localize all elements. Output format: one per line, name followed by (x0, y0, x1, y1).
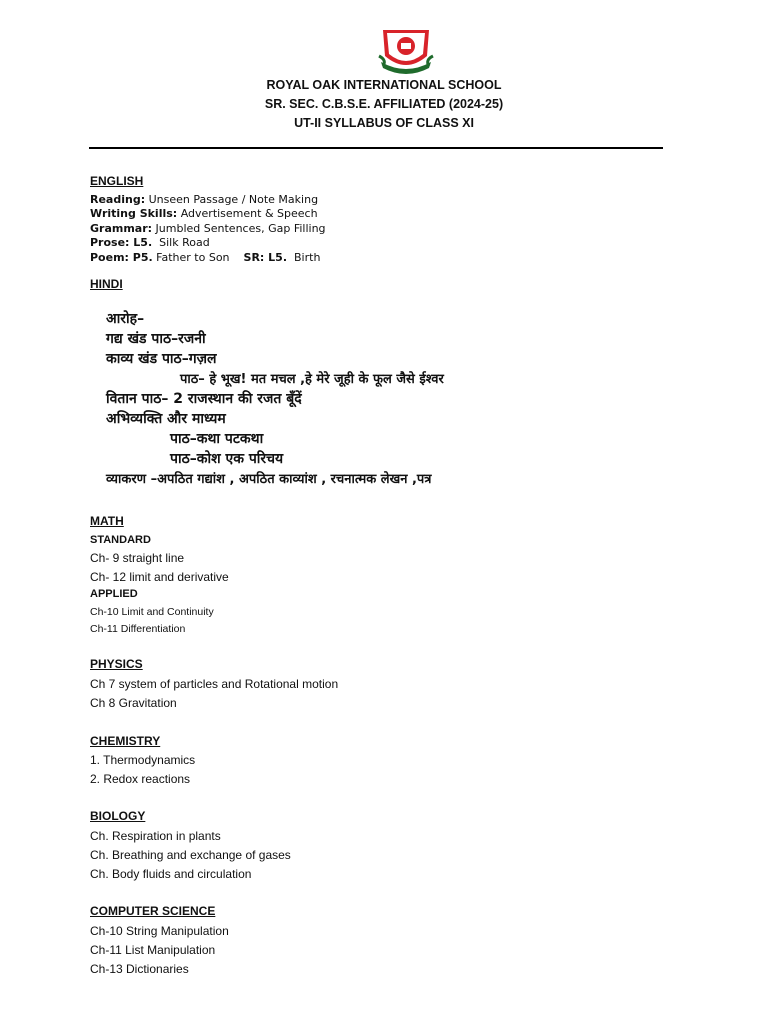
section-physics-heading: PHYSICS (90, 657, 143, 671)
english-poem: Poem: P5. Father to Son SR: L5. Birth (90, 251, 321, 264)
hindi-line: आरोह– (106, 311, 145, 327)
list-item: 1. Thermodynamics (90, 753, 196, 767)
hindi-line: काव्य खंड पाठ–गज़ल (106, 351, 217, 367)
hindi-line: पाठ–कोश एक परिचय (170, 451, 284, 467)
list-item: Ch- 12 limit and derivative (90, 570, 229, 584)
section-english-heading: ENGLISH (90, 174, 144, 188)
list-item: Ch. Respiration in plants (90, 829, 221, 843)
english-writing: Writing Skills: Advertisement & Speech (90, 207, 318, 220)
english-reading: Reading: Unseen Passage / Note Making (90, 193, 319, 206)
section-chemistry-heading: CHEMISTRY (90, 734, 161, 748)
hindi-line: व्याकरण –अपठित गद्यांश , अपठित काव्यांश , रचनात्मक लेखन ,पत्र (106, 472, 432, 487)
section-biology-heading: BIOLOGY (90, 809, 146, 823)
list-item: Ch-13 Dictionaries (90, 962, 189, 976)
hindi-line: अभिव्यक्ति और माध्यम (106, 411, 226, 427)
list-item: Ch- 9 straight line (90, 551, 185, 565)
math-standard-label: STANDARD (90, 534, 151, 546)
list-item: Ch-11 Differentiation (90, 623, 186, 635)
hindi-line: पाठ– हे भूख! मत मचल ,हे मेरे जूही के फूल जैसे ईश्वर (180, 372, 444, 387)
syllabus-title: UT-II SYLLABUS OF CLASS XI (294, 116, 474, 130)
list-item: Ch. Body fluids and circulation (90, 867, 252, 881)
section-math-heading: MATH (90, 514, 124, 528)
list-item: Ch-11 List Manipulation (90, 943, 216, 957)
school-name: ROYAL OAK INTERNATIONAL SCHOOL (266, 78, 502, 92)
hindi-line: गद्य खंड पाठ–रजनी (106, 331, 206, 347)
list-item: Ch 7 system of particles and Rotational motion (90, 677, 339, 691)
list-item: Ch-10 String Manipulation (90, 924, 229, 938)
english-prose: Prose: L5. Silk Road (90, 236, 210, 249)
math-applied-label: APPLIED (90, 588, 138, 600)
hindi-line: वितान पाठ– 2 राजस्थान की रजत बूँदें (106, 391, 302, 407)
header-divider (89, 147, 663, 149)
list-item: Ch-10 Limit and Continuity (90, 606, 214, 618)
list-item: Ch 8 Gravitation (90, 696, 177, 710)
section-cs-heading: COMPUTER SCIENCE (90, 904, 216, 918)
list-item: 2. Redox reactions (90, 772, 191, 786)
affiliation-line: SR. SEC. C.B.S.E. AFFILIATED (2024-25) (264, 97, 504, 111)
list-item: Ch. Breathing and exchange of gases (90, 848, 291, 862)
english-grammar: Grammar: Jumbled Sentences, Gap Filling (90, 222, 326, 235)
hindi-line: पाठ–कथा पटकथा (170, 431, 264, 447)
school-logo (377, 26, 435, 76)
section-hindi-heading: HINDI (90, 277, 123, 291)
